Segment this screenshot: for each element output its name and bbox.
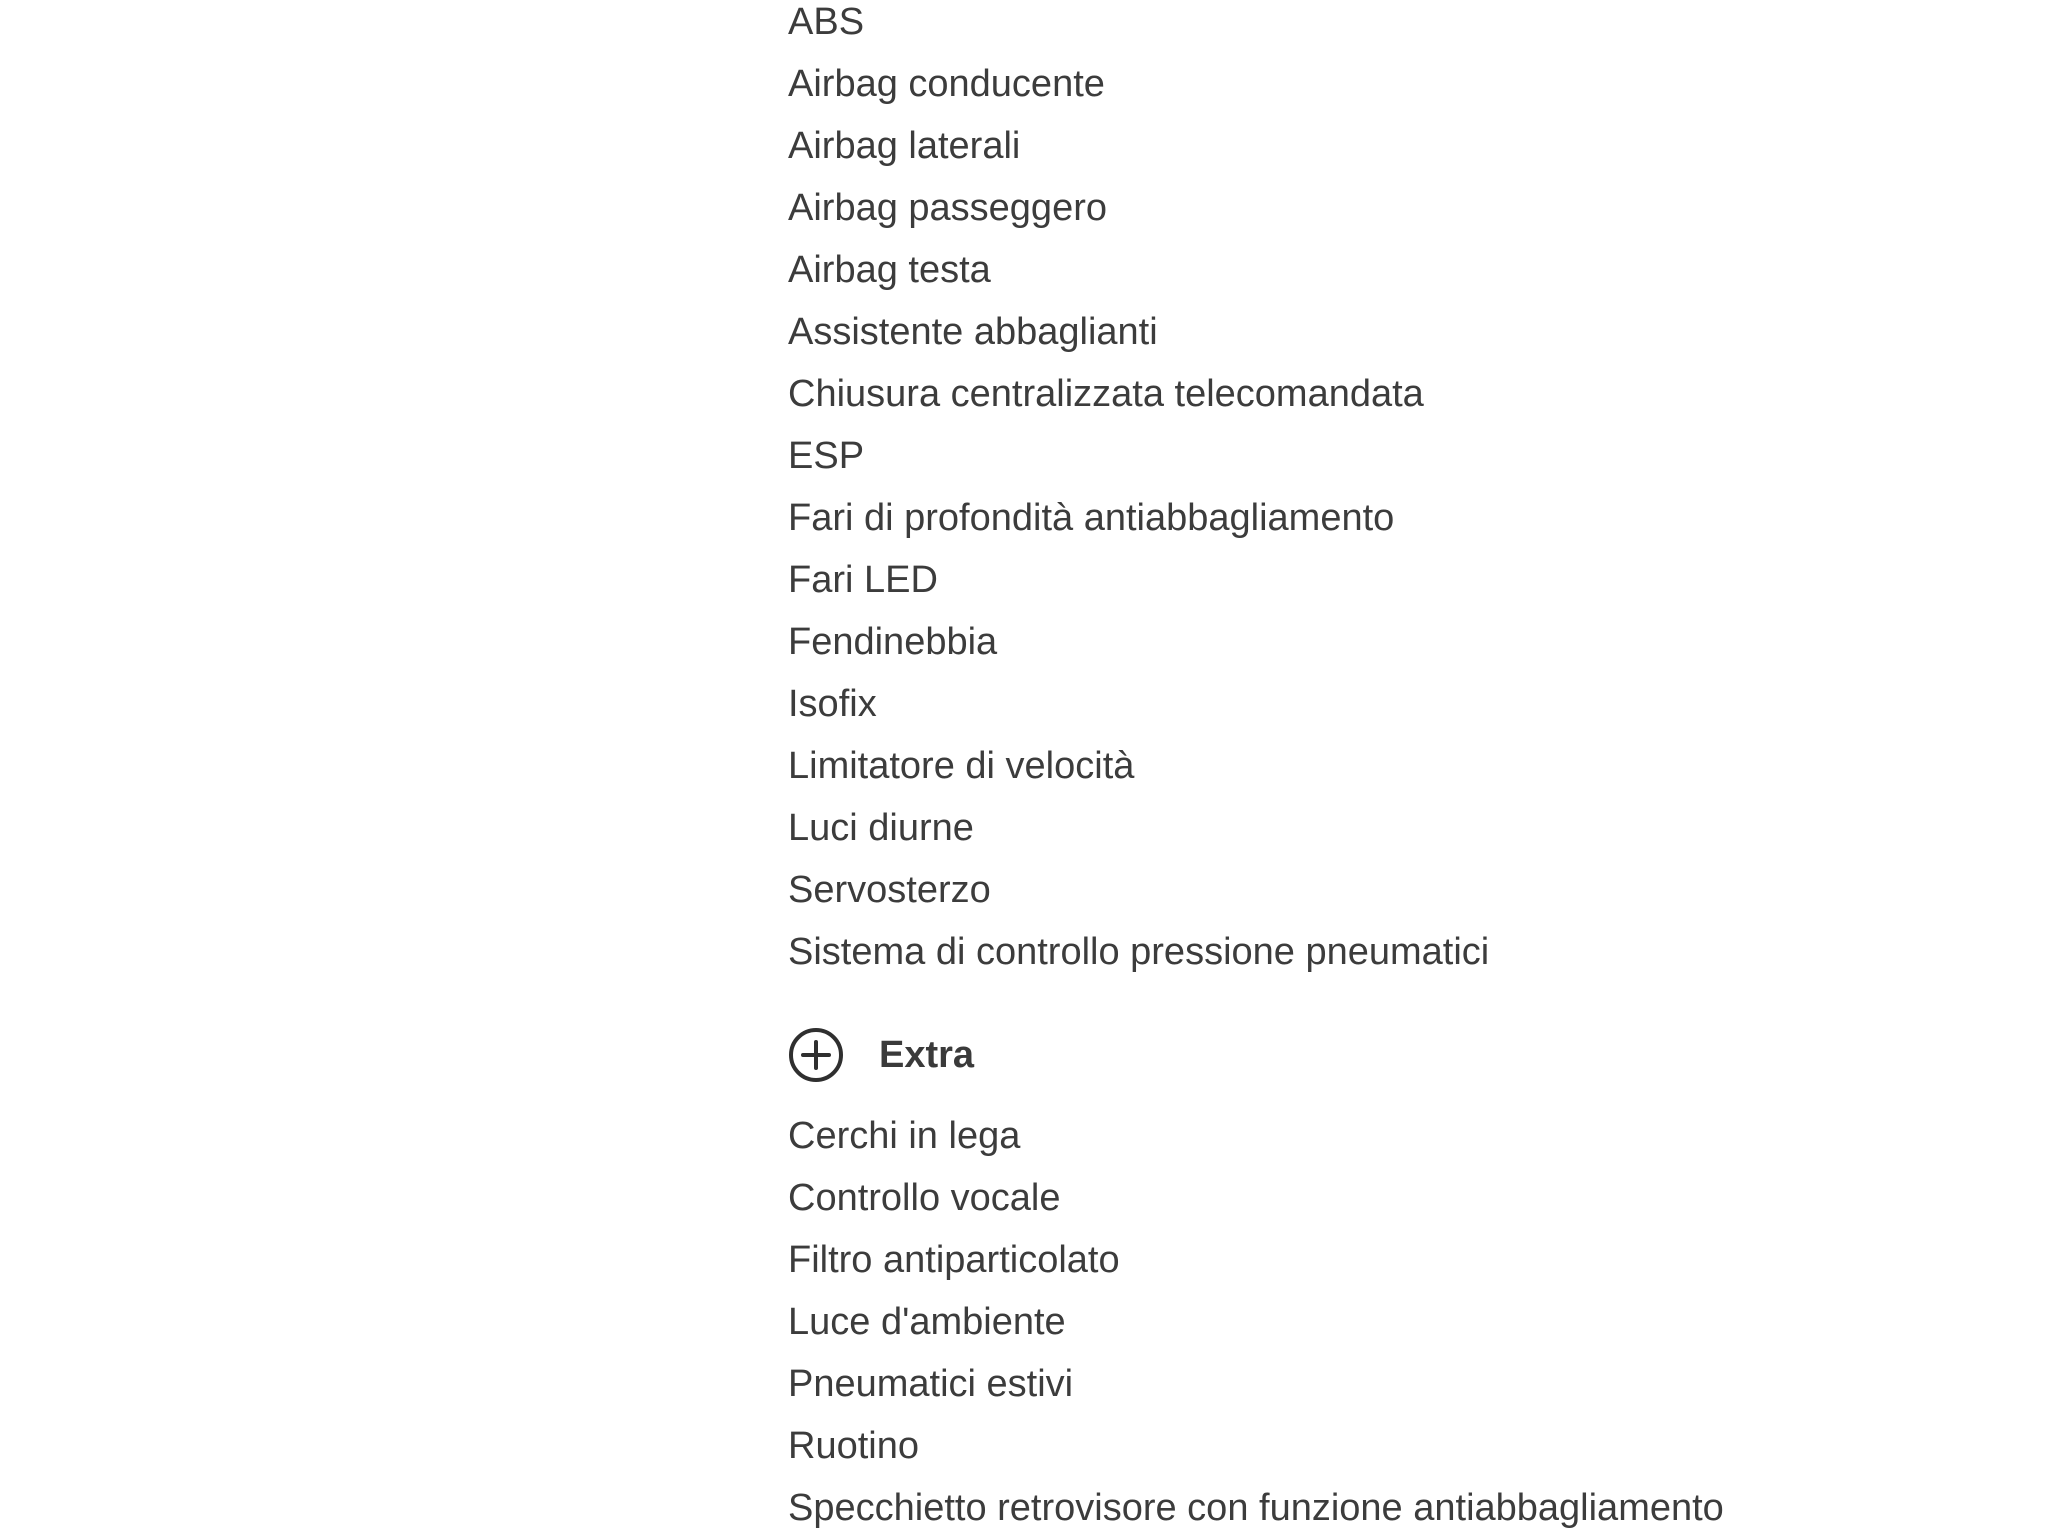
extra-item: Ruotino bbox=[788, 1425, 919, 1467]
extra-item: Controllo vocale bbox=[788, 1177, 1061, 1219]
extra-section-header bbox=[788, 1020, 1988, 1090]
feature-item: Servosterzo bbox=[788, 869, 991, 911]
feature-item: Fari di profondità antiabbagliamento bbox=[788, 497, 1395, 539]
feature-item: ESP bbox=[788, 435, 865, 477]
feature-item: ABS bbox=[788, 1, 865, 43]
feature-item: Airbag testa bbox=[788, 249, 991, 291]
extra-item: Cerchi in lega bbox=[788, 1115, 1021, 1157]
feature-item: Isofix bbox=[788, 683, 877, 725]
feature-item: Sistema di controllo pressione pneumatici bbox=[788, 931, 1490, 973]
safety-feature-list bbox=[788, 0, 1988, 992]
extra-item: Specchietto retrovisore con funzione antiabbagliamento bbox=[788, 1487, 1724, 1529]
feature-item: Fari LED bbox=[788, 559, 938, 601]
equipment-list bbox=[788, 0, 1988, 1536]
feature-item: Fendinebbia bbox=[788, 621, 998, 663]
feature-item: Airbag laterali bbox=[788, 125, 1021, 167]
extra-item: Filtro antiparticolato bbox=[788, 1239, 1120, 1281]
plus-circle-icon bbox=[787, 1026, 845, 1084]
extra-feature-list bbox=[788, 1114, 1988, 1536]
extra-section bbox=[788, 1020, 1988, 1536]
feature-item: Assistente abbaglianti bbox=[788, 311, 1158, 353]
feature-item: Luci diurne bbox=[788, 807, 974, 849]
extra-item: Pneumatici estivi bbox=[788, 1363, 1074, 1405]
extra-item: Luce d'ambiente bbox=[788, 1301, 1066, 1343]
feature-item: Airbag passeggero bbox=[788, 187, 1107, 229]
extra-section-title: Extra bbox=[879, 1033, 975, 1076]
feature-item: Chiusura centralizzata telecomandata bbox=[788, 373, 1424, 415]
feature-item: Airbag conducente bbox=[788, 63, 1105, 105]
feature-item: Limitatore di velocità bbox=[788, 745, 1135, 787]
